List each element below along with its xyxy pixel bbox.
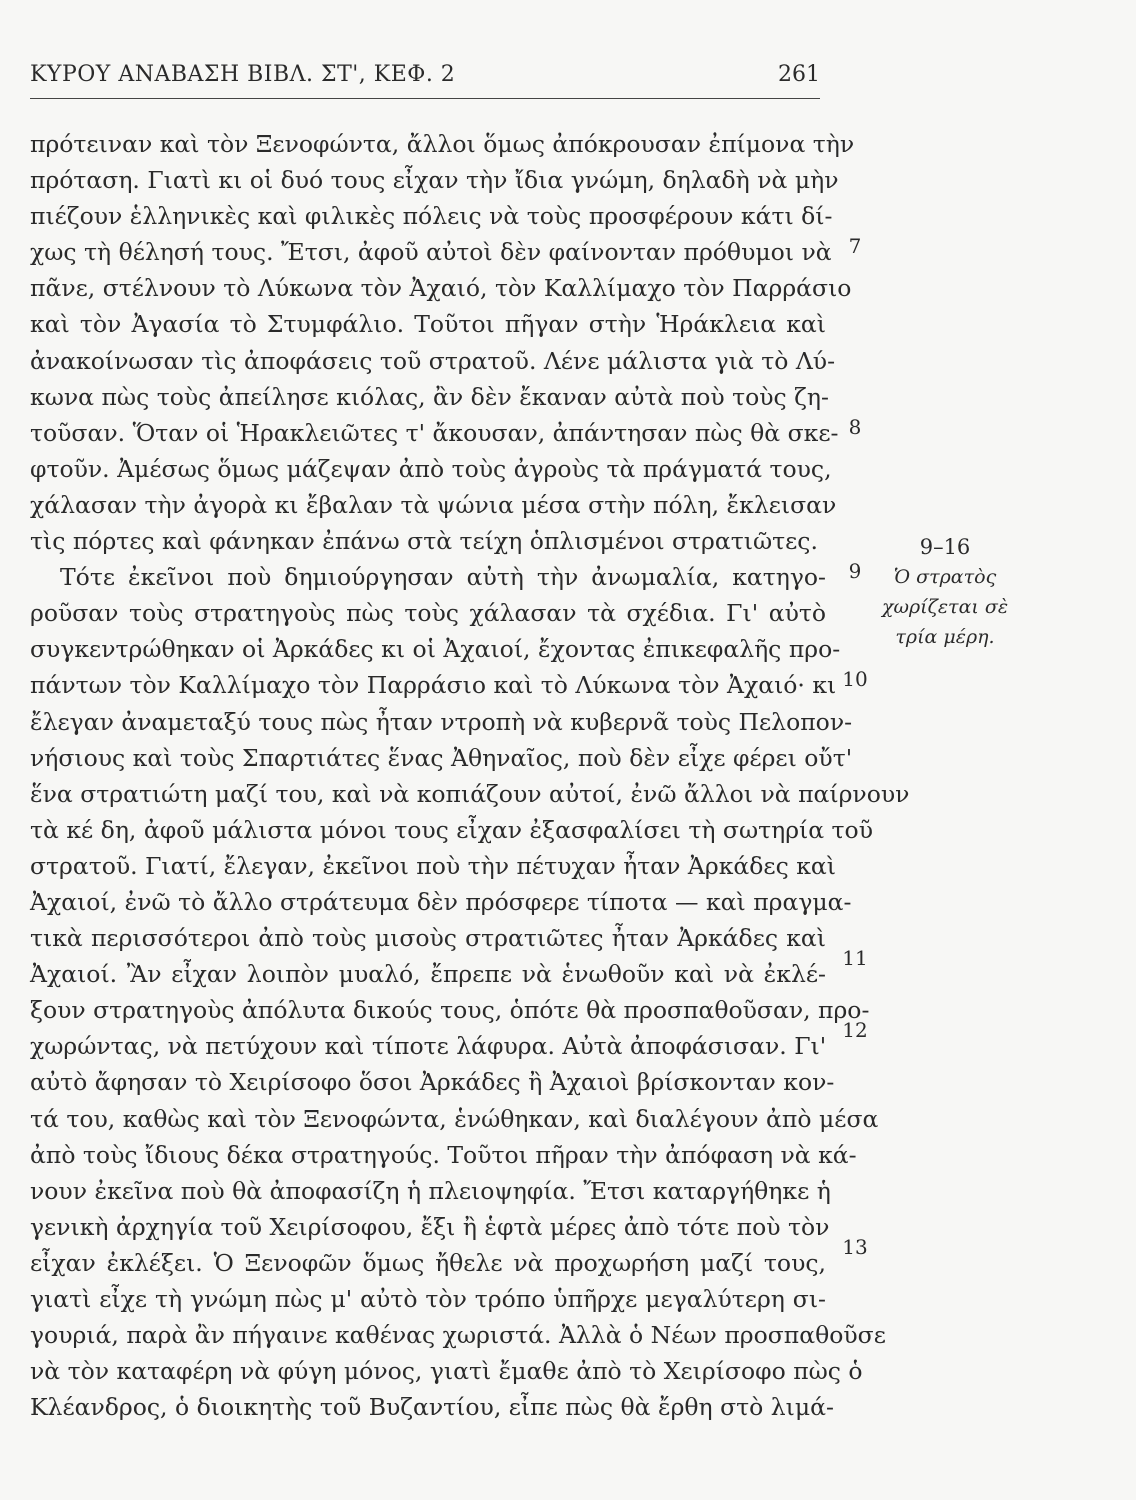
text-line: εἶχαν ἐκλέξει. Ὁ Ξενοφῶν ὅμως ἤθελε νὰ προχωρήση μαζί τους,: [30, 1248, 826, 1277]
text-line: ἀνακοίνωσαν τὶς ἀποφάσεις τοῦ στρατοῦ. Λένε μάλιστα γιὰ τὸ Λύ-: [30, 346, 836, 375]
section-number: 12: [842, 1018, 868, 1042]
text-line: γενικὴ ἀρχηγία τοῦ Χειρίσοφου, ἔξι ἢ ἑφτὰ μέρες ἀπὸ τότε ποὺ τὸν: [30, 1212, 830, 1241]
text-line: Κλέανδρος, ὁ διοικητὴς τοῦ Βυζαντίου, εἶπε πὼς θὰ ἔρθη στὸ λιμά-: [30, 1393, 834, 1422]
text-line: Τότε ἐκεῖνοι ποὺ δημιούργησαν αὐτὴ τὴν ἀνωμαλία, κατηγο-: [60, 563, 826, 592]
text-line: γιατὶ εἶχε τὴ γνώμη πὼς μ' αὐτὸ τὸν τρόπο ὑπῆρχε μεγαλύτερη σι-: [30, 1285, 826, 1313]
text-line: πάντων τὸν Καλλίμαχο τὸν Παρράσιο καὶ τὸ Λύκωνα τὸν Ἀχαιό· κι: [30, 671, 837, 700]
text-line: Ἀχαιοί, ἐνῶ τὸ ἄλλο στράτευμα δὲν πρόσφερε τίποτα — καὶ πραγμα-: [30, 887, 852, 916]
text-line: τικὰ περισσότεροι ἀπὸ τοὺς μισοὺς στρατιῶτες ἦταν Ἀρκάδες καὶ: [30, 924, 826, 953]
text-line: χάλασαν τὴν ἀγορὰ κι ἔβαλαν τὰ ψώνια μέσα στὴν πόλη, ἔκλεισαν: [30, 490, 837, 519]
text-line: τά του, καθὼς καὶ τὸν Ξενοφώντα, ἑνώθηκαν, καὶ διαλέγουν ἀπὸ μέσα: [30, 1104, 879, 1133]
margin-note-line: χωρίζεται σὲ: [881, 596, 1009, 618]
section-number: 13: [842, 1235, 868, 1259]
margin-note-line: Ὁ στρατὸς: [893, 566, 997, 588]
text-line: αὐτὸ ἄφησαν τὸ Χειρίσοφο ὅσοι Ἀρκάδες ἢ Ἀχαιοὶ βρίσκονταν κον-: [30, 1068, 835, 1097]
text-line: πρόταση. Γιατὶ κι οἱ δυό τους εἶχαν τὴν ἴδια γνώμη, δηλαδὴ νὰ μὴν: [30, 166, 839, 195]
text-line: ξουν στρατηγοὺς ἀπόλυτα δικούς τους, ὁπότε θὰ προσπαθοῦσαν, προ-: [30, 996, 870, 1025]
text-line: συγκεντρώθηκαν οἱ Ἀρκάδες κι οἱ Ἀχαιοί, ἔχοντας ἐπικεφαλῆς προ-: [30, 635, 841, 664]
text-line: τὶς πόρτες καὶ φάνηκαν ἐπάνω στὰ τείχη ὁπλισμένοι στρατιῶτες.: [30, 527, 818, 556]
text-line: τὰ κέ δη, ἀφοῦ μάλιστα μόνοι τους εἶχαν ἐξασφαλίσει τὴ σωτηρία τοῦ: [30, 815, 873, 844]
text-line: χωρώντας, νὰ πετύχουν καὶ τίποτε λάφυρα. Αὐτὰ ἀποφάσισαν. Γι': [30, 1032, 827, 1061]
section-number: 7: [848, 234, 862, 258]
text-line: ἀπὸ τοὺς ἴδιους δέκα στρατηγούς. Τοῦτοι πῆραν τὴν ἀπόφαση νὰ κά-: [30, 1140, 857, 1169]
page-number: 261: [778, 62, 820, 87]
margin-note-range: 9–16: [919, 535, 971, 559]
section-number: 9: [848, 559, 862, 583]
text-line: ἔλεγαν ἀναμεταξύ τους πὼς ἦταν ντροπὴ νὰ κυβερνᾶ τοὺς Πελοπον-: [30, 707, 853, 736]
section-number: 8: [848, 415, 862, 439]
text-line: νουν ἐκεῖνα ποὺ θὰ ἀποφασίζη ἡ πλειοψηφία. Ἔτσι καταργήθηκε ἡ: [30, 1176, 831, 1205]
running-head-title: ΚΥΡΟΥ ΑΝΑΒΑΣΗ ΒΙΒΛ. ΣΤ', ΚΕΦ. 2: [30, 62, 456, 87]
section-number: 11: [842, 946, 868, 970]
text-line: γουριά, παρὰ ἂν πήγαινε καθένας χωριστά. Ἀλλὰ ὁ Νέων προσπαθοῦσε: [30, 1321, 886, 1350]
text-line: πιέζουν ἑλληνικὲς καὶ φιλικὲς πόλεις νὰ τοὺς προσφέρουν κάτι δί-: [30, 202, 833, 231]
margin-note-text: [870, 562, 1020, 652]
margin-note-line: τρία μέρη.: [895, 626, 995, 648]
text-line: πᾶνε, στέλνουν τὸ Λύκωνα τὸν Ἀχαιό, τὸν Καλλίμαχο τὸν Παρράσιο: [30, 274, 852, 303]
text-line: χως τὴ θέλησή τους. Ἔτσι, ἀφοῦ αὐτοὶ δὲν φαίνονταν πρόθυμοι νὰ: [30, 238, 832, 267]
text-line: νήσιους καὶ τοὺς Σπαρτιάτες ἕνας Ἀθηναῖος, ποὺ δὲν εἶχε φέρει οὔτ': [30, 743, 853, 772]
running-head: [30, 62, 820, 99]
text-line: καὶ τὸν Ἀγασία τὸ Στυμφάλιο. Τοῦτοι πῆγαν στὴν Ἡράκλεια καὶ: [30, 310, 826, 339]
text-line: φτοῦν. Ἀμέσως ὅμως μάζεψαν ἀπὸ τοὺς ἀγροὺς τὰ πράγματά τους,: [30, 454, 832, 483]
text-line: τοῦσαν. Ὅταν οἱ Ἡρακλειῶτες τ' ἄκουσαν, ἀπάντησαν πὼς θὰ σκε-: [30, 418, 839, 447]
margin-note: [870, 532, 1020, 652]
text-line: στρατοῦ. Γιατί, ἔλεγαν, ἐκεῖνοι ποὺ τὴν πέτυχαν ἦταν Ἀρκάδες καὶ: [30, 851, 836, 880]
text-line: κωνα πὼς τοὺς ἀπείλησε κιόλας, ἂν δὲν ἔκαναν αὐτὰ ποὺ τοὺς ζη-: [30, 382, 829, 411]
text-line: ροῦσαν τοὺς στρατηγοὺς πὼς τοὺς χάλασαν τὰ σχέδια. Γι' αὐτὸ: [30, 599, 826, 628]
section-number: 10: [842, 667, 868, 691]
text-line: Ἀχαιοί. Ἂν εἶχαν λοιπὸν μυαλό, ἔπρεπε νὰ ἑνωθοῦν καὶ νὰ ἐκλέ-: [30, 960, 826, 989]
text-line: νὰ τὸν καταφέρη νὰ φύγη μόνος, γιατὶ ἔμαθε ἀπὸ τὸ Χειρίσοφο πὼς ὁ: [30, 1357, 863, 1386]
text-line: ἕνα στρατιώτη μαζί του, καὶ νὰ κοπιάζουν αὐτοί, ἐνῶ ἄλλοι νὰ παίρνουν: [30, 779, 910, 808]
text-line: πρότειναν καὶ τὸν Ξενοφώντα, ἄλλοι ὅμως ἀπόκρουσαν ἐπίμονα τὴν: [30, 130, 855, 158]
